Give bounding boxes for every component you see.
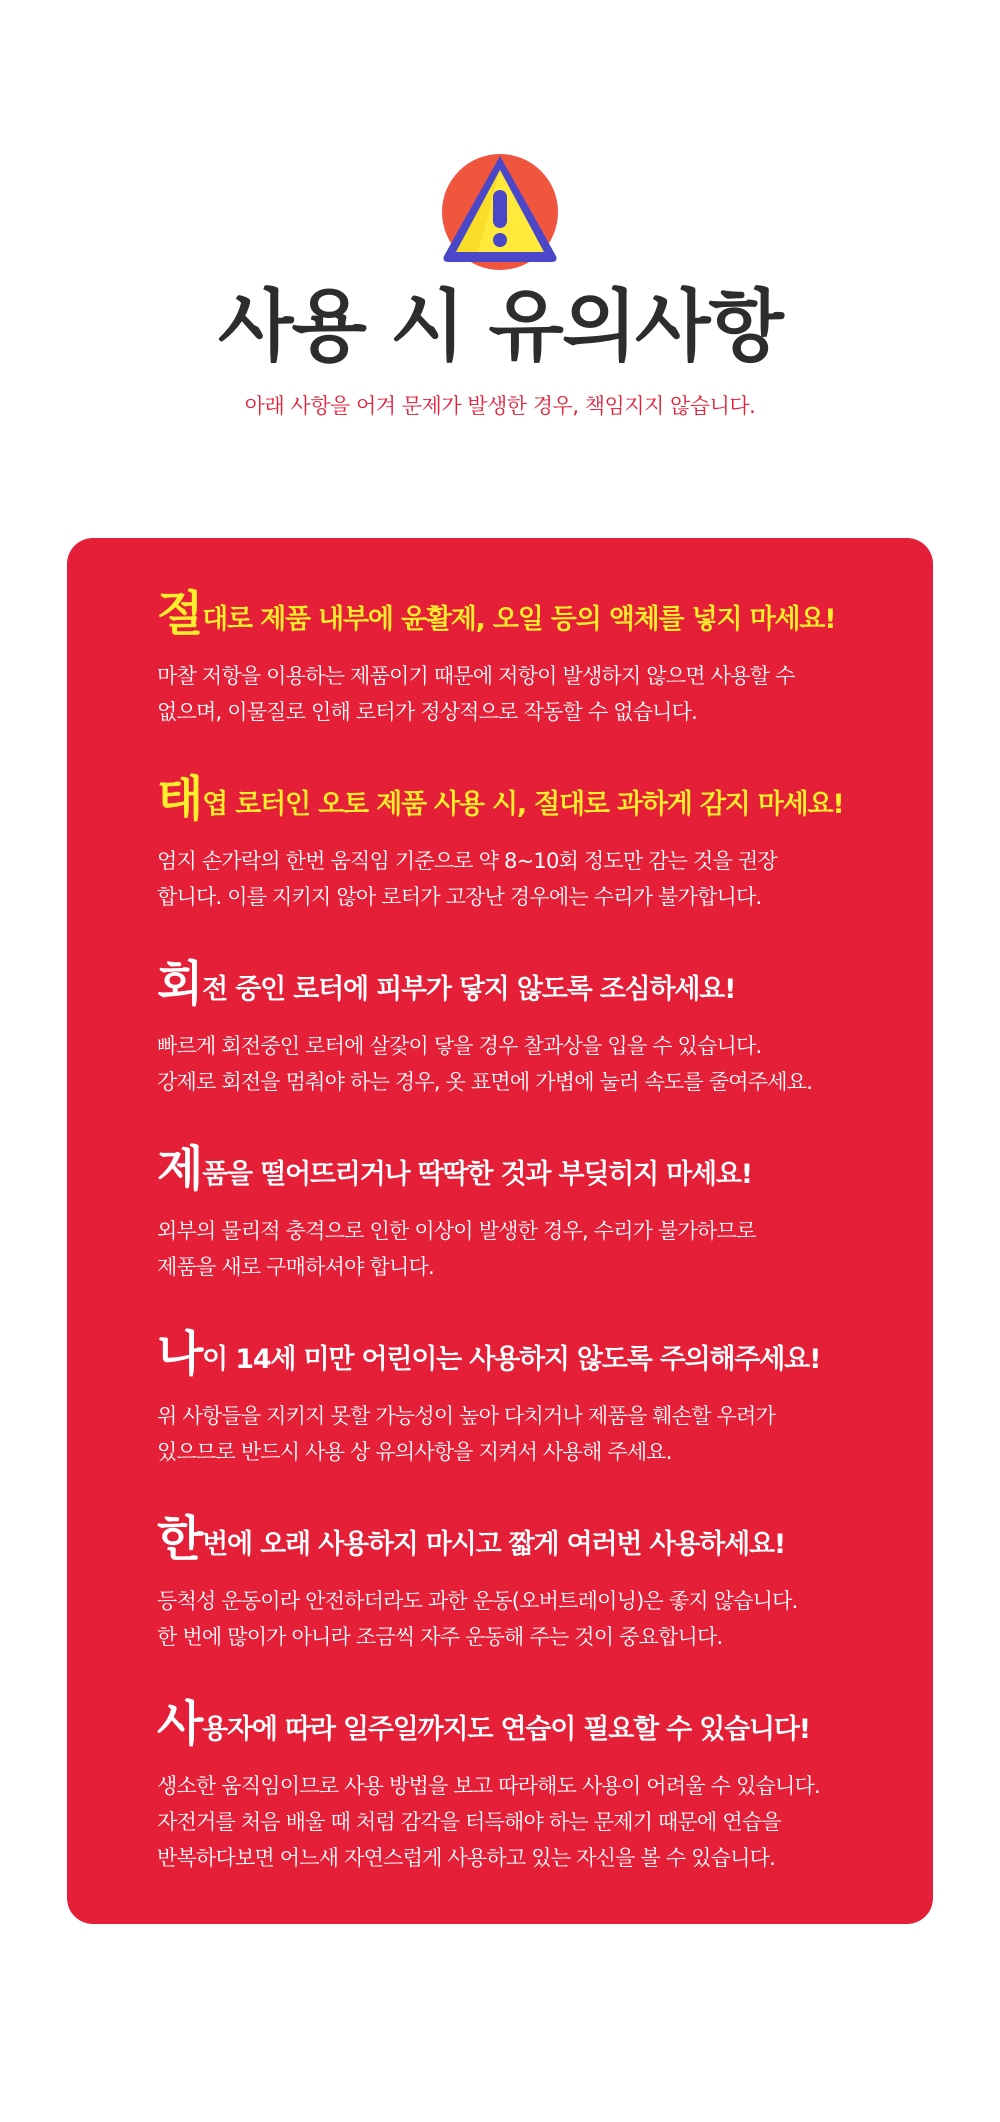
notice-item-5	[157, 1326, 917, 1470]
notice-body	[157, 658, 917, 730]
notice-body-line: 생소한 움직임이므로 사용 방법을 보고 따라해도 사용이 어려울 수 있습니다.	[157, 1774, 820, 1798]
notice-body-line: 강제로 회전을 멈춰야 하는 경우, 옷 표면에 가볍에 눌러 속도를 줄여주세요.	[157, 1070, 813, 1094]
notice-body-line: 한 번에 많이가 아니라 조금씩 자주 운동해 주는 것이 중요합니다.	[157, 1625, 723, 1649]
notice-body-line: 마찰 저항을 이용하는 제품이기 때문에 저항이 발생하지 않으면 사용할 수	[157, 664, 795, 688]
notice-heading	[157, 1141, 917, 1203]
notice-heading-text: 이 14세 미만 어린이는 사용하지 않도록 주의해주세요!	[202, 1344, 821, 1375]
notice-item-2	[157, 771, 917, 915]
notice-heading-initial: 태	[157, 771, 203, 827]
notice-body-line: 엄지 손가락의 한번 움직임 기준으로 약 8~10회 정도만 감는 것을 권장	[157, 849, 777, 873]
header	[0, 0, 1000, 520]
notice-heading-text: 번에 오래 사용하지 마시고 짧게 여러번 사용하세요!	[202, 1529, 786, 1560]
notice-body-line: 반복하다보면 어느새 자연스럽게 사용하고 있는 자신을 볼 수 있습니다.	[157, 1846, 775, 1870]
notice-item-3	[157, 956, 917, 1100]
notice-heading-text: 품을 떨어뜨리거나 딱딱한 것과 부딪히지 마세요!	[202, 1159, 752, 1190]
notice-heading-text: 용자에 따라 일주일까지도 연습이 필요할 수 있습니다!	[202, 1714, 810, 1745]
notice-heading-initial: 한	[157, 1511, 203, 1567]
notice-item-4	[157, 1141, 917, 1285]
notice-item-7	[157, 1696, 917, 1876]
notice-heading	[157, 771, 917, 833]
notice-body-line: 외부의 물리적 충격으로 인한 이상이 발생한 경우, 수리가 불가하므로	[157, 1219, 756, 1243]
notice-heading	[157, 1511, 917, 1573]
notice-heading-text: 대로 제품 내부에 윤활제, 오일 등의 액체를 넣지 마세요!	[202, 604, 836, 635]
notice-body-line: 등척성 운동이라 안전하더라도 과한 운동(오버트레이닝)은 좋지 않습니다.	[157, 1589, 798, 1613]
notice-heading	[157, 956, 917, 1018]
notice-heading-initial: 제	[157, 1141, 203, 1197]
page-title: 사용 시 유의사항	[218, 282, 782, 372]
notice-heading	[157, 1326, 917, 1388]
notice-heading-text: 전 중인 로터에 피부가 닿지 않도록 조심하세요!	[202, 974, 736, 1005]
notice-body	[157, 1768, 917, 1876]
notice-body-line: 있으므로 반드시 사용 상 유의사항을 지켜서 사용해 주세요.	[157, 1440, 672, 1464]
notice-body-line: 합니다. 이를 지키지 않아 로터가 고장난 경우에는 수리가 불가합니다.	[157, 885, 762, 909]
notice-heading-initial: 사	[157, 1696, 203, 1752]
notice-body	[157, 1028, 917, 1100]
notice-body	[157, 1213, 917, 1285]
notice-body-line: 자전거를 처음 배울 때 처럼 감각을 터득해야 하는 문제기 때문에 연습을	[157, 1810, 781, 1834]
notice-heading	[157, 1696, 917, 1758]
notice-heading	[157, 586, 917, 648]
notice-item-6	[157, 1511, 917, 1655]
notice-body-line: 빠르게 회전중인 로터에 살갗이 닿을 경우 찰과상을 입을 수 있습니다.	[157, 1034, 762, 1058]
notice-heading-initial: 절	[157, 586, 203, 642]
notice-card	[67, 538, 933, 1924]
notice-heading-text: 엽 로터인 오토 제품 사용 시, 절대로 과하게 감지 마세요!	[202, 789, 844, 820]
page-subtitle: 아래 사항을 어겨 문제가 발생한 경우, 책임지지 않습니다.	[244, 394, 756, 418]
notice-heading-initial: 나	[157, 1326, 203, 1382]
notice-body-line: 위 사항들을 지키지 못할 가능성이 높아 다치거나 제품을 훼손할 우려가	[157, 1404, 775, 1428]
notice-body-line: 제품을 새로 구매하셔야 합니다.	[157, 1255, 434, 1279]
notice-body-line: 없으며, 이물질로 인해 로터가 정상적으로 작동할 수 없습니다.	[157, 700, 698, 724]
notice-body	[157, 1398, 917, 1470]
notice-heading-initial: 회	[157, 956, 203, 1012]
notice-body	[157, 843, 917, 915]
warning-icon	[438, 148, 562, 272]
notice-body	[157, 1583, 917, 1655]
notice-item-1	[157, 586, 917, 730]
